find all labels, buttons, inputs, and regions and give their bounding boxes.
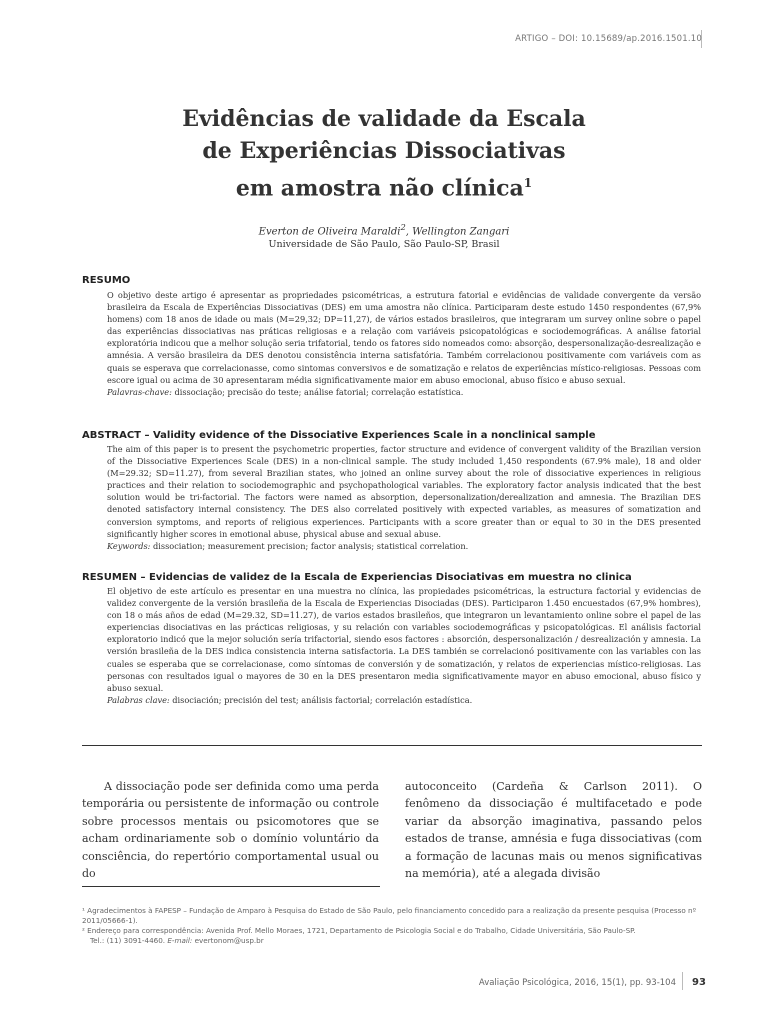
title-line-2: de Experiências Dissociativas <box>202 138 566 164</box>
resumen-text: El objetivo de este artículo es presentar en una muestra no clínica, las propiedades psicométricas, la estructura factorial y evidencias de validez convergente de la versión brasileña de la Escala de Experiencias Disociadas (DES). Participaron 1.450 encuestados (67,9% hombres), con 18 o más años de edad (M=29.32, SD=11.27), de varios estados brasileños, que integraron un levantamiento online sobre el papel de las experiencias disociativas en las prácticas religiosas, y su relación con variables sociodemográficas y psicopatológicas. El análisis factorial exploratorio indicó que la mejor solución sería trifactorial, siendo esos factores : absorción, despersonalización / desrealización y amnesia. La versión brasileña de la DES indica consistencia interna satisfactoria. La DES también se correlacionó positivamente con las variables con las cuales se esperaba que se correlacionase, como síntomas de conversión y de somatización, y relatos de experiencias místico-religiosas. Las personas con resultados igual o mayores de 30 en la DES presentaron media significativamente mayor en abuso emocional, abuso físico y abuso sexual. <box>107 586 701 693</box>
resumo-heading: RESUMO <box>82 275 131 286</box>
resumo-text: O objetivo deste artigo é apresentar as propriedades psicométricas, a estrutura fatorial e evidências de validade convergente da versão brasileira da Escala de Experiências Dissociativas (DES) em uma amostra não clínica. Participaram deste estudo 1450 respondentes (67,9% homens) com 18 anos de idade ou mais (M=29,32; DP=11,27), de vários estados brasileiros, que integraram um survey online sobre o papel das experiências dissociativas nas práticas religiosas e a relação com variáveis psicopatológicas e sociodemográficas. A análise fatorial exploratória indicou que a melhor solução seria trifatorial, tendo os fatores sido nomeados como: absorção, despersonalização-desrealização e amnésia. A versão brasileira da DES denotou consistência interna satisfatória. Também correlacionou positivamente com variáveis com as quais se esperava que correlacionasse, como sintomas conversivos e de somatização e relatos de experiências místico-religiosas. Pessoas com escore igual ou acima de 30 apresentaram média significativamente maior em abuso emocional, abuso físico e abuso sexual. <box>107 290 701 385</box>
footnotes <box>82 906 702 946</box>
body-paragraph-left: A dissociação pode ser definida como uma perda temporária ou persistente de informação ou controle sobre processos mentais ou psicomotores que se acham ordinariamente sob o domínio voluntário da consciência, do repertório comportamental usual ou do <box>82 780 379 881</box>
resumo-keywords-label: Palavras-chave: <box>107 386 172 397</box>
abstract-text: The aim of this paper is to present the psychometric properties, factor structure and evidence of convergent validity of the Brazilian version of the Dissociative Experiences Scale (DES) in a non-clinical sample. The study included 1,450 respondents (67.9% male), 18 and older (M=29.32; SD=11.27), from several Brazilian states, who joined an online survey about the role of dissociative experiences in religious practices and their relation to sociodemographic and psychopathological variables. The exploratory factor analysis indicated that the best solution would be tri-factorial. The factors were named as absorption, depersonalization/derealization and amnesia. The Brazilian DES denoted satisfactory internal consistency. The DES also correlated positively with expected variables, as measures of somatization and conversion symptoms, and reports of religious experiences. Participants with a score greater than or equal to 30 in the DES presented significantly higher scores in emotional abuse, physical abuse and sexual abuse. <box>107 444 701 539</box>
resumen-keywords-label: Palabras clave: <box>107 694 170 705</box>
resumo-body <box>107 289 701 398</box>
authors <box>0 222 768 237</box>
title-line-1: Evidências de validade da Escala <box>182 106 586 132</box>
resumo-keywords <box>107 386 701 398</box>
article-doi: ARTIGO – DOI: 10.15689/ap.2016.1501.10 <box>515 34 702 44</box>
resumen-heading: RESUMEN – Evidencias de validez de la Escala de Experiencias Disociativas em muestra no clinica <box>82 572 632 583</box>
abstract-keywords-text: dissociation; measurement precision; factor analysis; statistical correlation. <box>150 540 469 551</box>
title-line-3 <box>0 167 768 204</box>
article-title <box>0 103 768 204</box>
footer-rule <box>682 972 683 990</box>
footnote-2-tel: Tel.: (11) 3091-4460. <box>90 936 168 945</box>
author-1-footnote-ref: 2 <box>400 222 406 232</box>
resumen-keywords-text: disociación; precisión del test; análisis factorial; correlación estadística. <box>169 694 473 705</box>
affiliation: Universidade de São Paulo, São Paulo-SP, Brasil <box>268 239 500 250</box>
journal-citation: Avaliação Psicológica, 2016, 15(1), pp. 93-104 <box>478 978 676 988</box>
footnote-rule <box>82 886 380 887</box>
footnote-2: ² Endereço para correspondência: Avenida Prof. Mello Moraes, 1721, Departamento de Psicologia Social e do Trabalho, Cidade Universitária, São Paulo-SP. <box>82 926 636 935</box>
footnote-1: ¹ Agradecimentos à FAPESP – Fundação de Amparo à Pesquisa do Estado de São Paulo, pelo financiamento concedido para a realização da presente pesquisa (Processo nº 2011/05666-1). <box>82 906 697 925</box>
author-2: Wellington Zangari <box>412 226 510 238</box>
title-line-3-text: em amostra não clínica <box>235 175 524 202</box>
page-number: 93 <box>692 977 706 988</box>
abstract-body <box>107 443 701 552</box>
resumen-body <box>107 585 701 706</box>
footnote-2-contact <box>82 936 702 946</box>
footnote-2-email-label: E-mail: <box>167 936 193 945</box>
body-column-right <box>405 778 702 882</box>
resumen-keywords <box>107 694 701 706</box>
resumo-keywords-text: dissociação; precisão do teste; análise fatorial; correlação estatística. <box>171 386 464 397</box>
author-1: Everton de Oliveira Maraldi <box>258 226 401 238</box>
title-footnote-ref: 1 <box>523 176 533 190</box>
body-column-left <box>82 778 379 882</box>
footnote-2-email: evertonom@usp.br <box>192 936 264 945</box>
author-separator: , <box>405 226 413 238</box>
abstract-keywords <box>107 540 701 552</box>
abstract-keywords-label: Keywords: <box>107 540 151 551</box>
abstract-heading: ABSTRACT – Validity evidence of the Dissociative Experiences Scale in a nonclinical sample <box>82 430 596 441</box>
section-divider <box>82 745 702 746</box>
body-paragraph-right: autoconceito (Cardeña & Carlson 2011). O fenômeno da dissociação é multifacetado e pode variar da absorção imaginativa, passando pelos estados de transe, amnésia e fuga dissociativas (com a formação de lacunas mais ou menos significativas na memória), até a alegada divisão <box>405 780 702 881</box>
